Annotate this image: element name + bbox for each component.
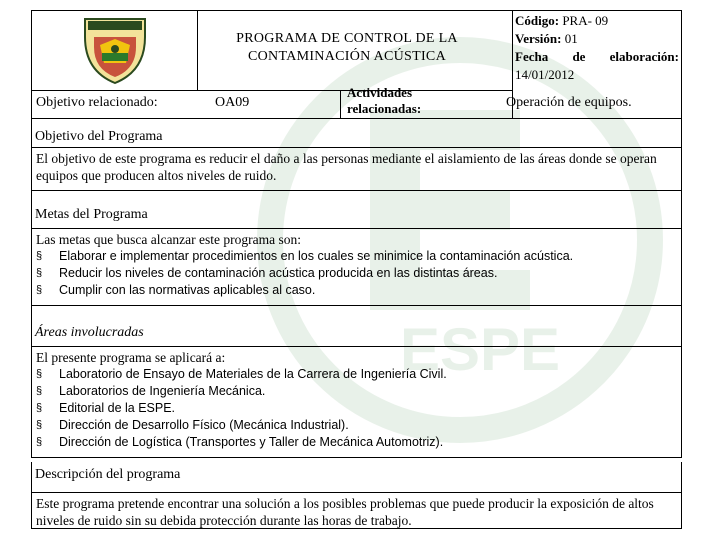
goals-item: § Elaborar e implementar procedimientos en los cuales se minimice la contaminación acústica. [36, 248, 677, 265]
goals-intro: Las metas que busca alcanzar este programa son: [36, 232, 302, 247]
goals-body [32, 228, 681, 305]
description-heading: Descripción del programa [35, 467, 181, 482]
areas-item: § Dirección de Desarrollo Físico (Mecánica Industrial). [36, 417, 677, 434]
objective-related-value: OA09 [215, 95, 250, 110]
header-table [31, 10, 682, 119]
date-label-row [515, 48, 679, 66]
goals-item: § Reducir los niveles de contaminación acústica producida en las distintas áreas. [36, 265, 677, 282]
areas-item: § Dirección de Logística (Transportes y Taller de Mecánica Automotriz). [36, 434, 677, 451]
areas-body [32, 346, 681, 457]
title-line-2: CONTAMINACIÓN ACÚSTICA [248, 49, 446, 64]
date-label-word-1: Fecha [515, 49, 549, 64]
code-value: PRA- 09 [562, 13, 609, 28]
objective-heading: Objetivo del Programa [35, 129, 163, 144]
objective-related-label: Objetivo relacionado: [36, 95, 158, 110]
objective-section [31, 119, 682, 191]
date-value: 14/01/2012 [515, 67, 575, 82]
goals-list [36, 248, 677, 299]
description-text: Este programa pretende encontrar una solución a los posibles problemas que puede producir la exposición de altos niveles de ruido sin su debida protección durante las horas de trabajo. [32, 492, 681, 528]
activities-label-line-1: Actividades [347, 85, 412, 100]
goals-item: § Cumplir con las normativas aplicables al caso. [36, 282, 677, 299]
areas-item: § Laboratorios de Ingeniería Mecánica. [36, 383, 677, 400]
areas-intro: El presente programa se aplicará a: [36, 350, 226, 365]
areas-item: § Editorial de la ESPE. [36, 400, 677, 417]
document-meta [515, 12, 679, 84]
objective-text: El objetivo de este programa es reducir el daño a las personas mediante el aislamiento de las áreas donde se operan equipos que producen altos niveles de ruido. [32, 147, 681, 190]
version-row [515, 30, 679, 48]
title-line-1: PROGRAMA DE CONTROL DE LA [236, 31, 458, 46]
areas-heading: Áreas involucradas [35, 325, 144, 340]
activities-label-line-2: relacionadas: [347, 101, 422, 116]
date-label-word-3: elaboración: [609, 49, 679, 64]
institution-seal [80, 15, 150, 87]
document-sheet [31, 10, 682, 529]
svg-text:ESPE: ESPE [400, 316, 561, 383]
code-label: Código: [515, 13, 560, 28]
areas-section [31, 306, 682, 458]
version-value: 01 [564, 31, 578, 46]
goals-section [31, 188, 682, 306]
document-title [197, 30, 497, 66]
areas-list [36, 366, 677, 451]
activities-value: Operación de equipos. [506, 95, 632, 110]
areas-item: § Laboratorio de Ensayo de Materiales de la Carrera de Ingeniería Civil. [36, 366, 677, 383]
goals-heading: Metas del Programa [35, 207, 148, 222]
version-label: Versión: [515, 31, 562, 46]
date-label-word-2: de [572, 49, 586, 64]
description-section [31, 462, 682, 529]
code-row [515, 12, 679, 30]
activities-label [347, 85, 487, 117]
